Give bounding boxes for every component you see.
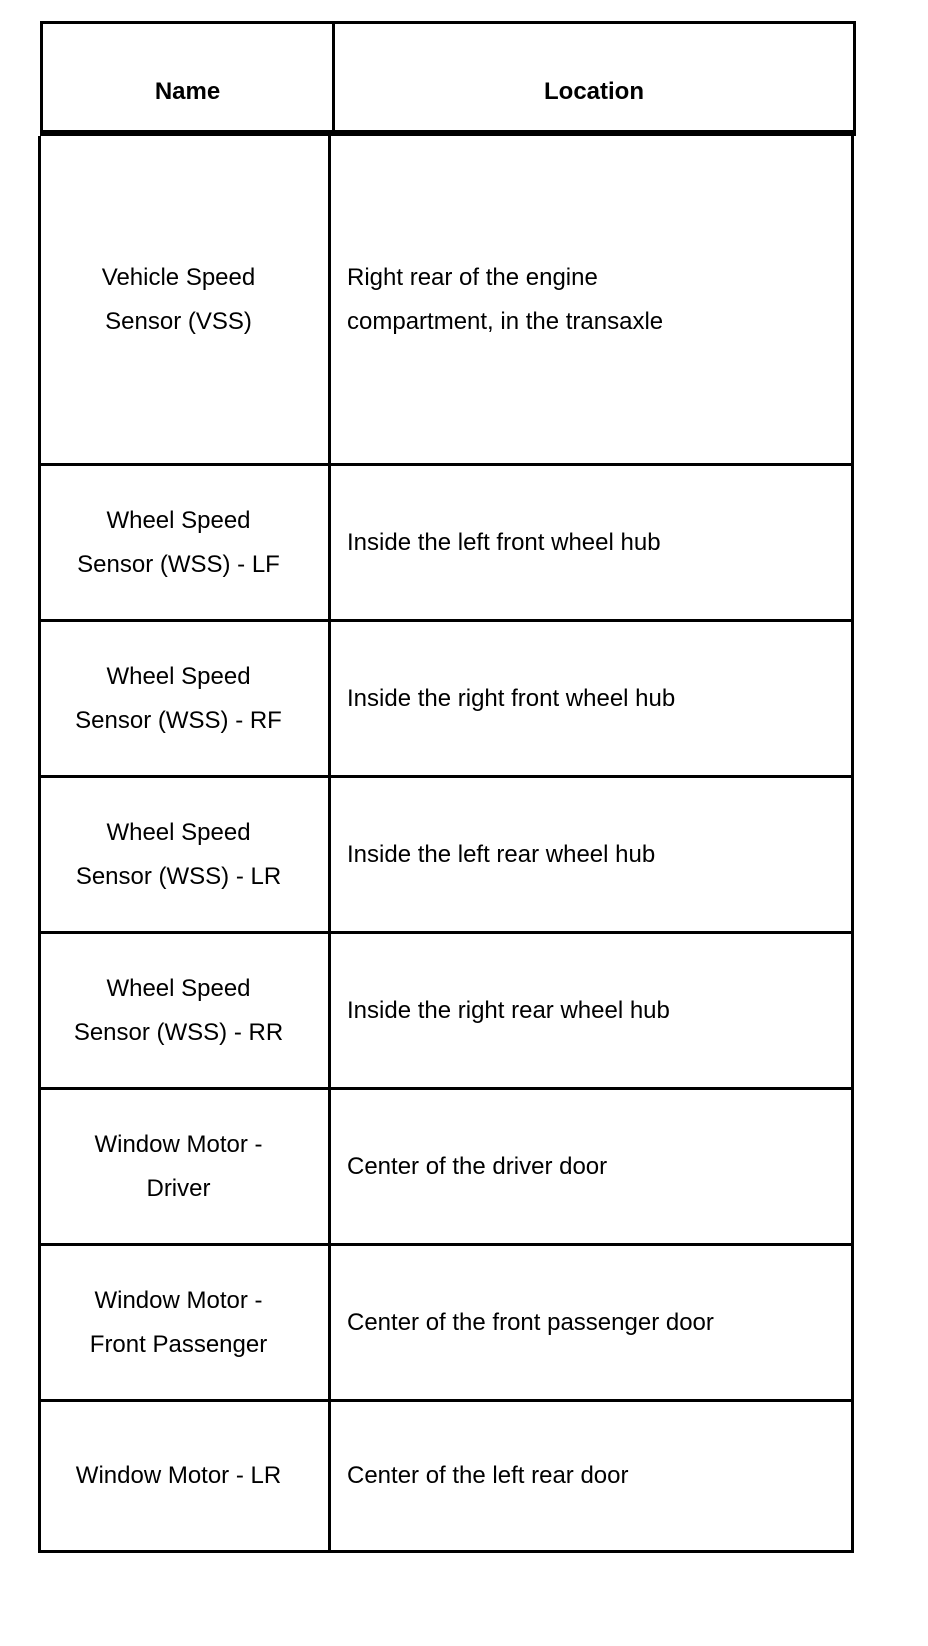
table-row	[41, 1399, 851, 1550]
table-row	[41, 619, 851, 775]
table-row	[41, 1243, 851, 1399]
cell-location: Inside the left front wheel hub	[347, 528, 661, 556]
table-row	[41, 463, 851, 619]
cell-location: Center of the front passenger door	[347, 1308, 714, 1336]
table-row	[41, 775, 851, 931]
table-header-row	[40, 21, 856, 136]
table-row	[41, 1087, 851, 1243]
cell-location: Inside the left rear wheel hub	[347, 840, 656, 868]
cell-location: Inside the right front wheel hub	[347, 684, 676, 712]
header-name: Name	[43, 24, 335, 130]
cell-location: Inside the right rear wheel hub	[347, 996, 670, 1024]
cell-name: Wheel Speed Sensor (WSS) - LF	[41, 466, 331, 619]
cell-location: Center of the left rear door	[347, 1462, 629, 1489]
header-location: Location	[544, 78, 644, 105]
cell-name: Window Motor - Front Passenger	[41, 1246, 331, 1399]
table-body	[38, 136, 854, 1553]
cell-location: Center of the driver door	[347, 1152, 608, 1180]
cell-location: Right rear of the engine compartment, in the transaxle	[347, 263, 664, 335]
cell-name: Window Motor - Driver	[41, 1090, 331, 1243]
cell-name: Window Motor - LR	[41, 1402, 331, 1550]
table-row	[41, 931, 851, 1087]
cell-name: Wheel Speed Sensor (WSS) - RR	[41, 934, 331, 1087]
table-row	[41, 136, 851, 463]
cell-name: Vehicle Speed Sensor (VSS)	[41, 136, 331, 463]
sensor-location-table	[40, 21, 856, 1553]
cell-name: Wheel Speed Sensor (WSS) - RF	[41, 622, 331, 775]
cell-name: Wheel Speed Sensor (WSS) - LR	[41, 778, 331, 931]
